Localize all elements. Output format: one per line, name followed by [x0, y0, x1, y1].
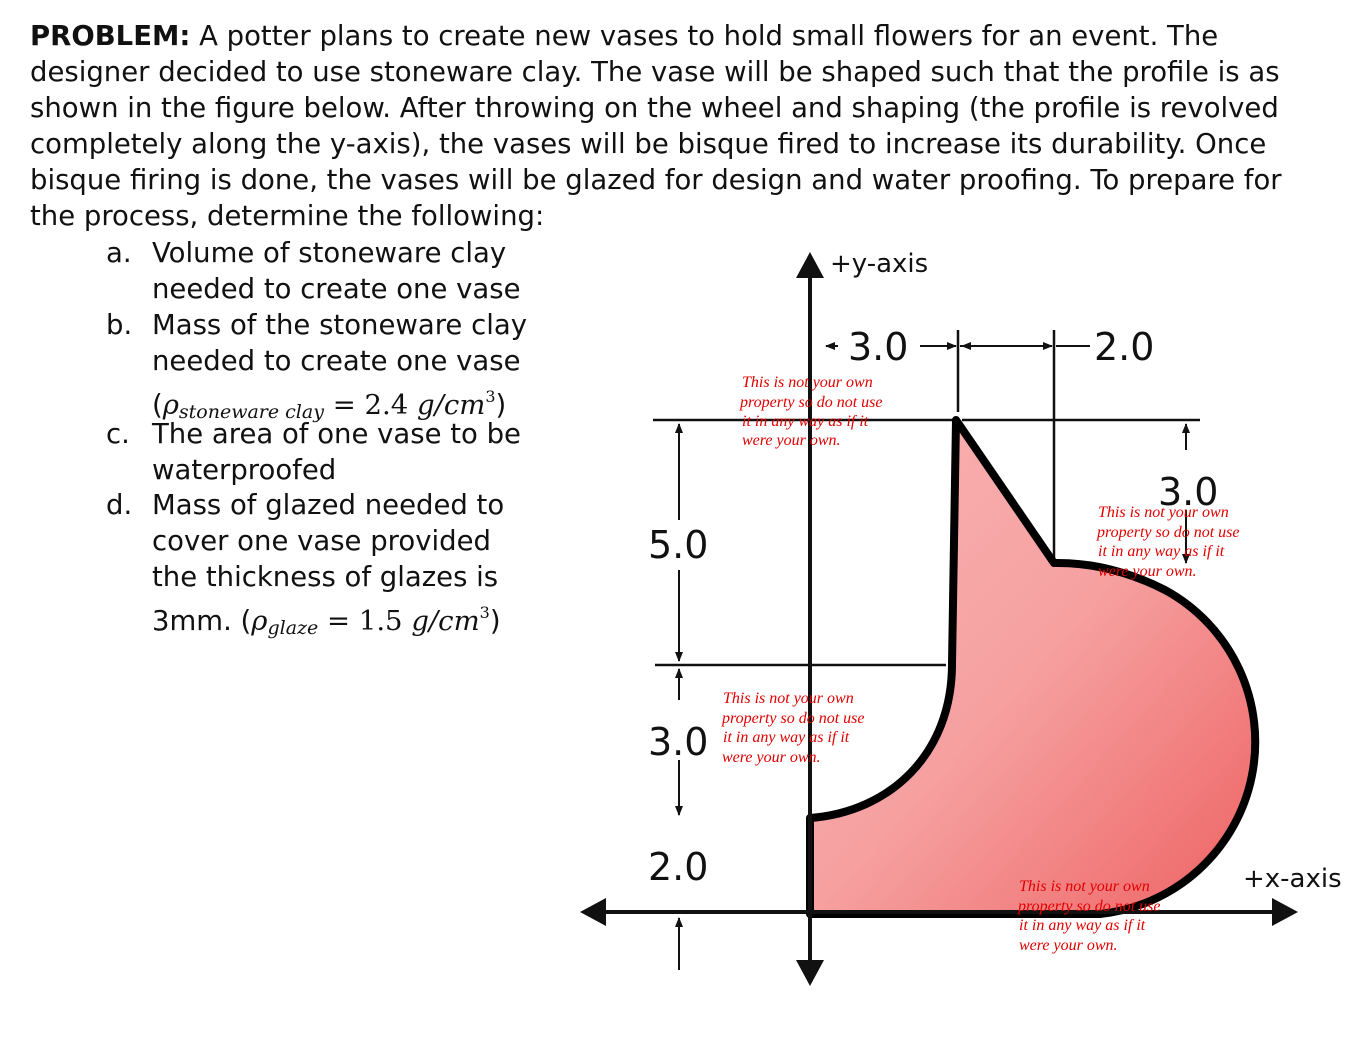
- item-d-line3: the thickness of glazes is: [152, 561, 499, 593]
- problem-text: A potter plans to create new vases to hold small flowers for an event. The designer decided to use stoneware clay. The vase will be shaped such that the profile is as shown in the figure below. After throwing on the wheel and shaping (the profile is revolved completely along the y-axis), the vases will be bisque fired to increase its durability. Once bisque firing is done, the vases will be glazed for design and water proofing. To prepare for the process, determine the following:: [30, 20, 1282, 232]
- item-b-exponent: 3: [485, 387, 496, 406]
- item-b-line1: Mass of the stoneware clay: [152, 309, 527, 341]
- item-c-line1: The area of one vase to be: [152, 418, 521, 450]
- watermark-1-line2: property so do not use: [740, 394, 883, 411]
- item-c-label: c.: [106, 418, 130, 450]
- watermark-4-line3: it in any way as if it: [1019, 917, 1146, 934]
- item-d-unit: g/cm: [411, 605, 480, 637]
- watermark-2-line3: it in any way as if it: [723, 729, 850, 746]
- x-axis-negative-arrow-icon: [580, 898, 606, 926]
- item-a-label: a.: [106, 237, 132, 269]
- watermark-3-line2: property so do not use: [1097, 524, 1240, 541]
- watermark-3: [1096, 504, 1240, 580]
- item-d-value: = 1.5: [318, 605, 412, 637]
- watermark-1-line3: it in any way as if it: [742, 413, 869, 430]
- x-axis-label: +x-axis: [1243, 864, 1342, 894]
- watermark-2-line2: property so do not use: [722, 710, 865, 727]
- dim-top-left-label: 3.0: [848, 325, 909, 369]
- item-b-close-paren: ): [495, 389, 507, 421]
- watermark-2: [721, 690, 865, 766]
- watermark-1-line4: were your own.: [742, 432, 841, 449]
- item-a-line1: Volume of stoneware clay: [152, 237, 507, 269]
- y-axis-positive-arrow-icon: [796, 252, 824, 278]
- item-b-label: b.: [106, 309, 133, 341]
- dim-right-label: 3.0: [1158, 470, 1219, 514]
- watermark-3-line4: were your own.: [1098, 563, 1197, 580]
- rho-symbol: ρ: [162, 389, 179, 421]
- watermark-4-line2: property so do not use: [1018, 898, 1161, 915]
- watermark-3-line3: it in any way as if it: [1098, 543, 1225, 560]
- item-b-unit: g/cm: [416, 389, 486, 421]
- dim-left-lower-label: 2.0: [648, 845, 709, 889]
- item-b-line2: needed to create one vase: [152, 345, 521, 377]
- rho-symbol: ρ: [251, 605, 268, 637]
- item-d-line1: Mass of glazed needed to: [152, 489, 505, 521]
- item-d-line2: cover one vase provided: [152, 525, 491, 557]
- item-d-exponent: 3: [479, 603, 490, 622]
- item-d-prefix: 3mm. (: [152, 605, 252, 637]
- problem-label: PROBLEM:: [30, 20, 191, 52]
- watermark-2-line4: were your own.: [722, 749, 821, 766]
- item-b-value: = 2.4: [323, 389, 417, 421]
- watermark-2-line1: This is not your own: [723, 690, 854, 707]
- watermark-4-line1: This is not your own: [1019, 878, 1150, 895]
- watermark-1-line1: This is not your own: [742, 374, 873, 391]
- dim-left-middle-label: 3.0: [648, 720, 709, 764]
- y-axis-label: +y-axis: [830, 249, 929, 279]
- item-c-line2: waterproofed: [152, 454, 337, 486]
- item-d-label: d.: [106, 489, 133, 521]
- item-b-open-paren: (: [152, 389, 163, 421]
- item-d-close-paren: ): [489, 605, 501, 637]
- item-d-subscript: glaze: [267, 617, 319, 639]
- item-b-subscript: stoneware clay: [178, 401, 324, 423]
- y-axis-negative-arrow-icon: [796, 960, 824, 986]
- item-a-line2: needed to create one vase: [152, 273, 521, 305]
- watermark-3-line1: This is not your own: [1098, 504, 1229, 521]
- dim-left-upper-label: 5.0: [648, 523, 709, 567]
- dim-top-right-label: 2.0: [1094, 325, 1155, 369]
- x-axis-positive-arrow-icon: [1272, 898, 1298, 926]
- watermark-4-line4: were your own.: [1019, 937, 1118, 954]
